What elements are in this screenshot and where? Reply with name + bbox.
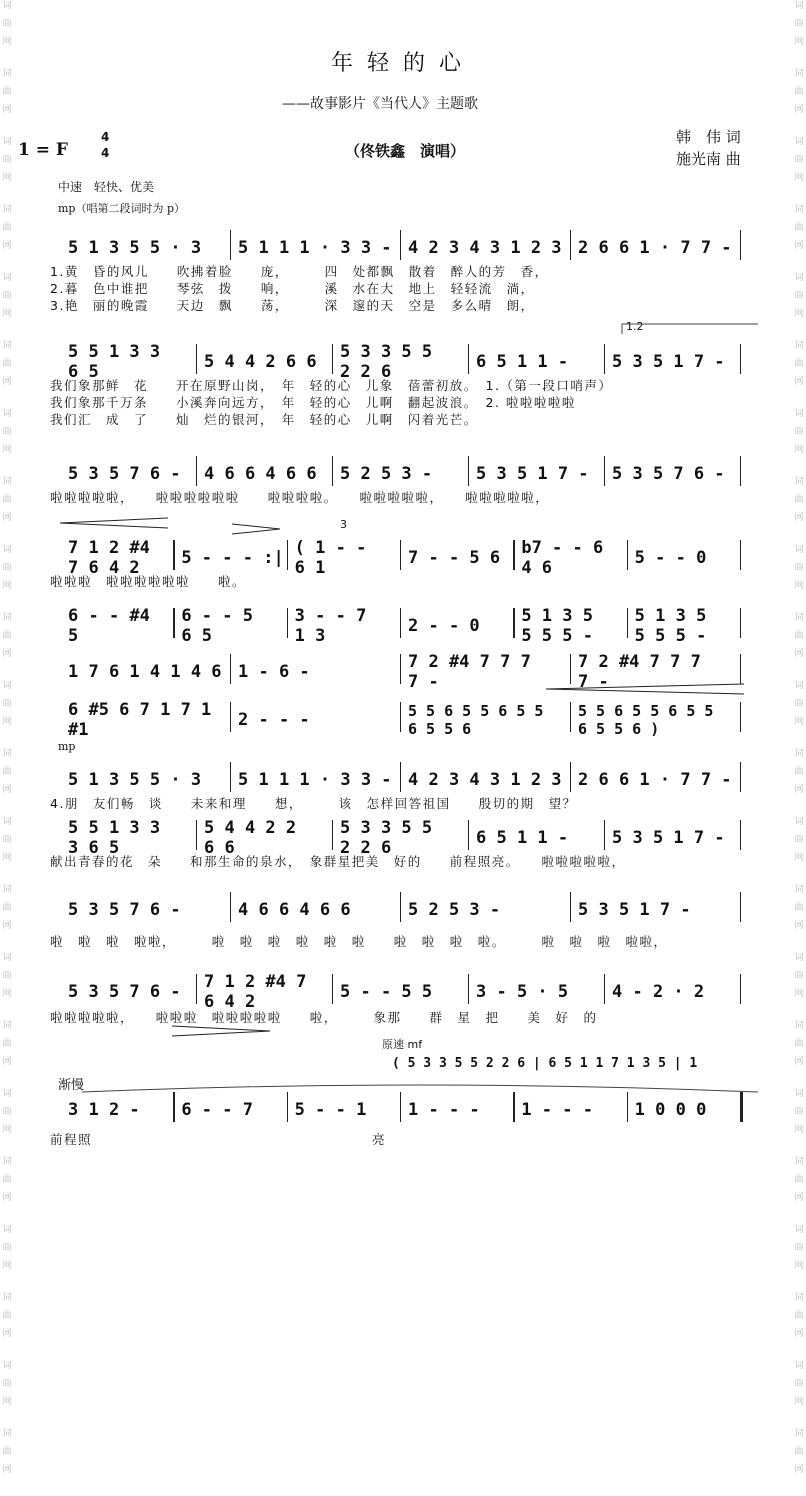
barline <box>287 608 288 638</box>
measure: 7 1 2 #4 7 6 4 2 <box>68 538 161 578</box>
watermark-char: 词 <box>794 409 804 419</box>
watermark-char: 网 <box>794 989 804 999</box>
lyric-line: 3.艳 丽的晚霞 天边 飘 荡， 深 邃的天 空是 多么晴 朗， <box>50 298 535 313</box>
measure: 5 3 5 7 6 - <box>612 464 725 484</box>
barline <box>332 344 333 374</box>
watermark-char: 网 <box>794 445 804 455</box>
watermark-char: 曲 <box>2 1243 12 1253</box>
watermark-char: 词 <box>2 817 12 827</box>
measure: 7 - - 5 6 <box>408 548 501 568</box>
watermark-char: 词 <box>794 1293 804 1303</box>
score-row <box>50 1098 770 1122</box>
watermark-char: 网 <box>2 785 12 795</box>
volta-bracket <box>620 322 760 336</box>
watermark-char: 词 <box>794 1021 804 1031</box>
yuansu-bars: ( 5 3 3 5 5 2 2 6 | 6 5 1 1 7 1 3 5 | 1 <box>392 1056 698 1071</box>
watermark-char: 曲 <box>794 359 804 369</box>
key-signature: 1 = F <box>18 140 68 160</box>
measure: 5 1 3 5 5 · 3 <box>68 238 202 258</box>
watermark-char: 曲 <box>794 291 804 301</box>
measure: 2 - - 0 <box>408 616 480 636</box>
measure: b7 - - 6 4 6 <box>521 538 614 578</box>
song-title: 年轻的心 <box>330 51 475 76</box>
watermark-char: 网 <box>794 1329 804 1339</box>
measure: 1 - - - <box>521 1100 593 1120</box>
barline <box>468 344 469 374</box>
watermark-char: 曲 <box>2 1175 12 1185</box>
watermark-char: 词 <box>2 477 12 487</box>
watermark-char: 词 <box>794 885 804 895</box>
watermark-char: 词 <box>794 341 804 351</box>
watermark-char: 曲 <box>2 1379 12 1389</box>
watermark-char: 词 <box>794 137 804 147</box>
watermark-char: 词 <box>2 409 12 419</box>
watermark-char: 词 <box>2 205 12 215</box>
watermark-char: 词 <box>794 477 804 487</box>
barline <box>196 820 197 850</box>
measure: 5 1 1 1 · 3 3 - <box>238 770 392 790</box>
decrescendo-hairpin-2 <box>172 1024 272 1038</box>
measure: 6 - - 7 <box>181 1100 253 1120</box>
lyric-line: 献出青春的花 朵 和那生命的泉水， 象群星把美 好的 前程照亮。 啦啦啦啦啦， <box>50 854 626 869</box>
time-bottom: 4 <box>101 146 110 160</box>
watermark-char: 曲 <box>2 631 12 641</box>
measure: 5 5 1 3 3 3 6 5 <box>68 818 171 858</box>
measure: 4 6 6 4 6 6 <box>238 900 351 920</box>
watermark-char: 曲 <box>794 699 804 709</box>
measure: 5 3 5 7 6 - <box>68 982 181 1002</box>
measure: 1 - 6 - <box>238 662 310 682</box>
measure: 4 - 2 · 2 <box>612 982 705 1002</box>
barline <box>173 540 174 570</box>
lyric-line: 1.黄 昏的风儿 吹拂着脸 庞， 四 处都飘 散着 醉人的芳 香， <box>50 264 549 279</box>
measure: 5 4 4 2 2 6 6 <box>204 818 307 858</box>
watermark-char: 网 <box>2 1125 12 1135</box>
measure: 6 - - 5 6 5 <box>181 606 264 646</box>
measure: 5 5 1 3 3 6 5 <box>68 342 171 382</box>
watermark-char: 曲 <box>794 631 804 641</box>
watermark-char: 网 <box>794 241 804 251</box>
triplet-mark: 3 <box>340 518 347 531</box>
measure: 5 3 5 1 7 - <box>476 464 589 484</box>
barline <box>400 608 401 638</box>
barline <box>570 702 571 732</box>
watermark-char: 网 <box>2 377 12 387</box>
lyric-line: 我们象那鲜 花 开在原野山岗， 年 轻的心 儿象 蓓蕾初放。 1.（第一段口哨声） <box>50 378 613 393</box>
score-row <box>50 342 770 382</box>
watermark-char: 网 <box>2 1261 12 1271</box>
barline <box>400 1092 401 1122</box>
watermark-char: 词 <box>794 545 804 555</box>
watermark-char: 曲 <box>2 767 12 777</box>
measure: 3 - 5 · 5 <box>476 982 569 1002</box>
barline <box>740 608 741 638</box>
measure: 3 - - 7 1 3 <box>294 606 377 646</box>
dynamic-marking: mp（唱第二段词时为 p） <box>58 202 186 215</box>
lyric-line: 2.暮 色中谁把 琴弦 拨 响， 溪 水在大 地上 轻轻流 淌， <box>50 281 535 296</box>
barline <box>627 608 628 638</box>
measure: 5 - - - :| <box>181 548 284 568</box>
watermark-char: 网 <box>794 1261 804 1271</box>
measure: 7 1 2 #4 7 6 4 2 <box>204 972 317 1012</box>
lyric-line: 啦啦啦啦啦， 啦啦啦 啦啦啦啦啦 啦， 象那 群 星 把 美 好 的 <box>50 1010 598 1025</box>
watermark-char: 曲 <box>2 1447 12 1457</box>
measure: 5 3 3 5 5 2 2 6 <box>340 342 443 382</box>
watermark-right <box>792 0 806 1475</box>
barline <box>604 456 605 486</box>
barline <box>400 892 401 922</box>
watermark-char: 网 <box>2 649 12 659</box>
barline <box>740 344 741 374</box>
measure: 5 1 3 5 5 5 5 - <box>521 606 604 646</box>
measure: 2 - - - <box>238 710 310 730</box>
watermark-char: 网 <box>2 989 12 999</box>
barline <box>400 540 401 570</box>
watermark-char: 曲 <box>794 155 804 165</box>
score-row <box>50 606 770 646</box>
watermark-char: 词 <box>2 1089 12 1099</box>
barline <box>400 654 401 684</box>
watermark-char: 词 <box>794 273 804 283</box>
barline <box>196 344 197 374</box>
score-row <box>50 898 770 922</box>
watermark-char: 网 <box>2 173 12 183</box>
barline <box>400 762 401 792</box>
watermark-char: 网 <box>2 1193 12 1203</box>
watermark-left <box>0 0 14 1475</box>
watermark-char: 网 <box>2 37 12 47</box>
lyricist-credit: 韩 伟 词 <box>676 128 741 146</box>
measure: 5 3 5 1 7 - <box>612 352 725 372</box>
barline <box>230 654 231 684</box>
dynamic-mp: mp <box>58 740 76 753</box>
watermark-char: 网 <box>794 1397 804 1407</box>
watermark-char: 词 <box>794 1157 804 1167</box>
measure: 5 2 5 3 - <box>340 464 433 484</box>
measure: 4 6 6 4 6 6 <box>204 464 317 484</box>
watermark-char: 曲 <box>794 495 804 505</box>
watermark-char: 曲 <box>2 291 12 301</box>
barline <box>196 974 197 1004</box>
score-row <box>50 972 770 1012</box>
barline <box>513 540 514 570</box>
barline <box>740 456 741 486</box>
barline <box>570 892 571 922</box>
score-row <box>50 538 770 578</box>
watermark-char: 曲 <box>2 87 12 97</box>
watermark-char: 词 <box>794 69 804 79</box>
measure: 5 3 3 5 5 2 2 6 <box>340 818 443 858</box>
watermark-char: 曲 <box>2 1039 12 1049</box>
measure: 6 5 1 1 - <box>476 352 569 372</box>
watermark-char: 词 <box>2 1021 12 1031</box>
watermark-char: 词 <box>794 749 804 759</box>
watermark-char: 曲 <box>2 155 12 165</box>
watermark-char: 网 <box>794 581 804 591</box>
watermark-char: 曲 <box>794 1447 804 1457</box>
lyric-line: 啦啦啦啦啦， 啦啦啦啦啦啦 啦啦啦啦。 啦啦啦啦啦， 啦啦啦啦啦， <box>50 490 550 505</box>
lyric-line: 我们象那千万条 小溪奔向远方， 年 轻的心 儿啊 翻起波浪。 2. 啦啦啦啦啦 <box>50 395 576 410</box>
watermark-char: 词 <box>794 613 804 623</box>
long-slur <box>80 1084 760 1094</box>
watermark-char: 网 <box>794 1465 804 1475</box>
composer-credit: 施光南 曲 <box>676 150 741 168</box>
watermark-char: 网 <box>2 1397 12 1407</box>
measure: 5 3 5 7 6 - <box>68 464 181 484</box>
watermark-char: 网 <box>794 1057 804 1067</box>
watermark-char: 网 <box>794 105 804 115</box>
barline <box>287 540 288 570</box>
watermark-char: 曲 <box>2 971 12 981</box>
watermark-char: 网 <box>2 445 12 455</box>
watermark-char: 词 <box>2 681 12 691</box>
watermark-char: 网 <box>794 1125 804 1135</box>
measure: 1 - - - <box>408 1100 480 1120</box>
watermark-char: 网 <box>794 649 804 659</box>
watermark-char: 曲 <box>2 19 12 29</box>
watermark-char: 曲 <box>794 223 804 233</box>
volta-label: 1.2 <box>626 320 644 333</box>
watermark-char: 网 <box>794 377 804 387</box>
watermark-char: 曲 <box>794 971 804 981</box>
watermark-char: 词 <box>2 1293 12 1303</box>
measure: 5 - - 0 <box>634 548 707 568</box>
watermark-char: 曲 <box>794 767 804 777</box>
score-row <box>50 652 770 692</box>
barline <box>230 230 231 260</box>
barline <box>604 820 605 850</box>
watermark-char: 网 <box>2 581 12 591</box>
watermark-char: 曲 <box>2 835 12 845</box>
barline <box>627 540 628 570</box>
watermark-char: 网 <box>794 785 804 795</box>
watermark-char: 网 <box>2 1329 12 1339</box>
tempo-yuansu: 原速 mf <box>382 1038 423 1051</box>
watermark-char: 网 <box>794 173 804 183</box>
watermark-char: 网 <box>2 513 12 523</box>
barline <box>604 974 605 1004</box>
watermark-char: 词 <box>794 817 804 827</box>
watermark-char: 网 <box>794 513 804 523</box>
watermark-char: 词 <box>2 1429 12 1439</box>
watermark-char: 词 <box>794 1 804 11</box>
watermark-char: 曲 <box>2 563 12 573</box>
watermark-char: 曲 <box>2 495 12 505</box>
barline <box>513 608 514 638</box>
tempo-marking: 中速 轻快、优美 <box>58 180 155 194</box>
measure: 5 - - 1 <box>294 1100 367 1120</box>
watermark-char: 曲 <box>794 1379 804 1389</box>
barline <box>400 702 401 732</box>
song-subtitle: ——故事影片《当代人》主题歌 <box>282 96 478 112</box>
barline <box>570 762 571 792</box>
barline <box>740 820 741 850</box>
watermark-char: 曲 <box>2 1311 12 1321</box>
watermark-char: 曲 <box>794 903 804 913</box>
barline <box>400 230 401 260</box>
watermark-char: 词 <box>2 1 12 11</box>
barline <box>287 1092 288 1122</box>
watermark-char: 词 <box>2 749 12 759</box>
watermark-char: 网 <box>2 105 12 115</box>
watermark-char: 网 <box>794 37 804 47</box>
barline <box>740 230 741 260</box>
watermark-char: 词 <box>2 1157 12 1167</box>
barline <box>740 654 741 684</box>
watermark-char: 网 <box>2 309 12 319</box>
watermark-char: 网 <box>2 717 12 727</box>
measure: 5 2 5 3 - <box>408 900 501 920</box>
score-row <box>50 818 770 858</box>
measure: 4 2 3 4 3 1 2 3 <box>408 238 562 258</box>
measure: 3 1 2 - <box>68 1100 140 1120</box>
measure: 5 5 6 5 5 6 5 5 6 5 5 6 <box>408 702 553 738</box>
watermark-char: 曲 <box>794 1243 804 1253</box>
measure: 5 - - 5 5 <box>340 982 433 1002</box>
barline <box>468 456 469 486</box>
watermark-char: 网 <box>2 241 12 251</box>
watermark-char: 曲 <box>2 1107 12 1117</box>
barline <box>570 230 571 260</box>
measure: 2 6 6 1 · 7 7 - <box>578 238 732 258</box>
watermark-char: 词 <box>2 137 12 147</box>
measure: 5 3 5 7 6 - <box>68 900 181 920</box>
watermark-char: 网 <box>794 921 804 931</box>
watermark-char: 网 <box>2 1057 12 1067</box>
barline <box>173 608 174 638</box>
barline <box>740 762 741 792</box>
watermark-char: 词 <box>2 613 12 623</box>
lyric-line: 我们汇 成 了 灿 烂的银河， 年 轻的心 儿啊 闪着光芒。 <box>50 412 478 427</box>
watermark-char: 词 <box>794 205 804 215</box>
watermark-char: 词 <box>2 341 12 351</box>
watermark-char: 词 <box>794 1361 804 1371</box>
measure: 1 0 0 0 <box>634 1100 707 1120</box>
measure: 7 2 #4 7 7 7 7 - <box>408 652 542 692</box>
measure: 5 3 5 1 7 - <box>612 828 725 848</box>
watermark-char: 曲 <box>794 1107 804 1117</box>
watermark-char: 网 <box>2 853 12 863</box>
watermark-char: 曲 <box>2 903 12 913</box>
barline <box>230 762 231 792</box>
measure: 2 6 6 1 · 7 7 - <box>578 770 732 790</box>
watermark-char: 曲 <box>794 1311 804 1321</box>
watermark-char: 曲 <box>794 835 804 845</box>
watermark-char: 曲 <box>794 563 804 573</box>
crescendo-hairpin <box>60 516 170 530</box>
barline <box>604 344 605 374</box>
barline <box>740 540 741 570</box>
watermark-char: 曲 <box>794 1039 804 1049</box>
barline <box>173 1092 174 1122</box>
measure: 5 5 6 5 5 6 5 5 6 5 5 6 ) <box>578 702 723 738</box>
barline <box>332 974 333 1004</box>
lyric-line: 啦啦啦 啦啦啦啦啦啦 啦。 <box>50 574 247 589</box>
measure: 5 1 1 1 · 3 3 - <box>238 238 392 258</box>
measure: 5 3 5 1 7 - <box>578 900 691 920</box>
watermark-char: 曲 <box>794 1175 804 1185</box>
decrescendo-hairpin <box>232 522 282 536</box>
watermark-char: 词 <box>2 545 12 555</box>
watermark-char: 词 <box>794 1225 804 1235</box>
watermark-char: 词 <box>2 953 12 963</box>
watermark-char: 曲 <box>2 699 12 709</box>
measure: 6 5 1 1 - <box>476 828 569 848</box>
barline <box>468 974 469 1004</box>
watermark-char: 词 <box>794 1429 804 1439</box>
watermark-char: 词 <box>2 1225 12 1235</box>
time-top: 4 <box>101 130 110 144</box>
score-row <box>50 700 770 740</box>
watermark-char: 曲 <box>794 87 804 97</box>
measure: 6 #5 6 7 1 7 1 #1 <box>68 700 222 740</box>
barline <box>740 892 741 922</box>
lyric-line: 啦 啦 啦 啦啦， 啦 啦 啦 啦 啦 啦 啦 啦 啦 啦。 啦 啦 啦 啦啦， <box>50 934 668 949</box>
watermark-char: 网 <box>2 1465 12 1475</box>
watermark-char: 词 <box>2 1361 12 1371</box>
barline <box>230 892 231 922</box>
measure: 7 2 #4 7 7 7 7 - <box>578 652 712 692</box>
watermark-char: 词 <box>2 885 12 895</box>
score-row <box>50 236 770 260</box>
barline <box>740 1092 743 1122</box>
watermark-char: 网 <box>794 309 804 319</box>
measure: 6 - - #4 5 <box>68 606 161 646</box>
watermark-char: 曲 <box>2 359 12 369</box>
measure: 5 4 4 2 6 6 <box>204 352 317 372</box>
barline <box>230 702 231 732</box>
watermark-char: 曲 <box>2 427 12 437</box>
score-row <box>50 462 770 486</box>
barline <box>468 820 469 850</box>
watermark-char: 网 <box>794 1193 804 1203</box>
watermark-char: 词 <box>794 681 804 691</box>
watermark-char: 网 <box>794 853 804 863</box>
barline <box>332 456 333 486</box>
singer-credit: （佟铁鑫 演唱） <box>345 142 466 160</box>
watermark-char: 网 <box>794 717 804 727</box>
watermark-char: 曲 <box>794 427 804 437</box>
barline <box>740 974 741 1004</box>
barline <box>570 654 571 684</box>
barline <box>196 456 197 486</box>
watermark-char: 网 <box>2 921 12 931</box>
watermark-char: 词 <box>2 273 12 283</box>
measure: ( 1 - - 6 1 <box>294 538 377 578</box>
barline <box>513 1092 514 1122</box>
measure: 5 1 3 5 5 · 3 <box>68 770 202 790</box>
barline <box>332 820 333 850</box>
measure: 4 2 3 4 3 1 2 3 <box>408 770 562 790</box>
watermark-char: 词 <box>2 69 12 79</box>
tempo-jianman: 渐慢 <box>58 1078 85 1093</box>
barline <box>740 702 741 732</box>
score-row <box>50 768 770 792</box>
lyric-line: 4.朋 友们畅 谈 未来和理 想， 该 怎样回答祖国 殷切的期 望？ <box>50 796 577 811</box>
measure: 1 7 6 1 4 1 4 6 <box>68 662 222 682</box>
lyric-line: 前程照 亮 <box>50 1132 387 1147</box>
barline <box>627 1092 628 1122</box>
measure: 5 1 3 5 5 5 5 - <box>634 606 717 646</box>
watermark-char: 词 <box>794 953 804 963</box>
watermark-char: 曲 <box>2 223 12 233</box>
watermark-char: 曲 <box>794 19 804 29</box>
time-signature <box>101 129 109 161</box>
watermark-char: 词 <box>794 1089 804 1099</box>
